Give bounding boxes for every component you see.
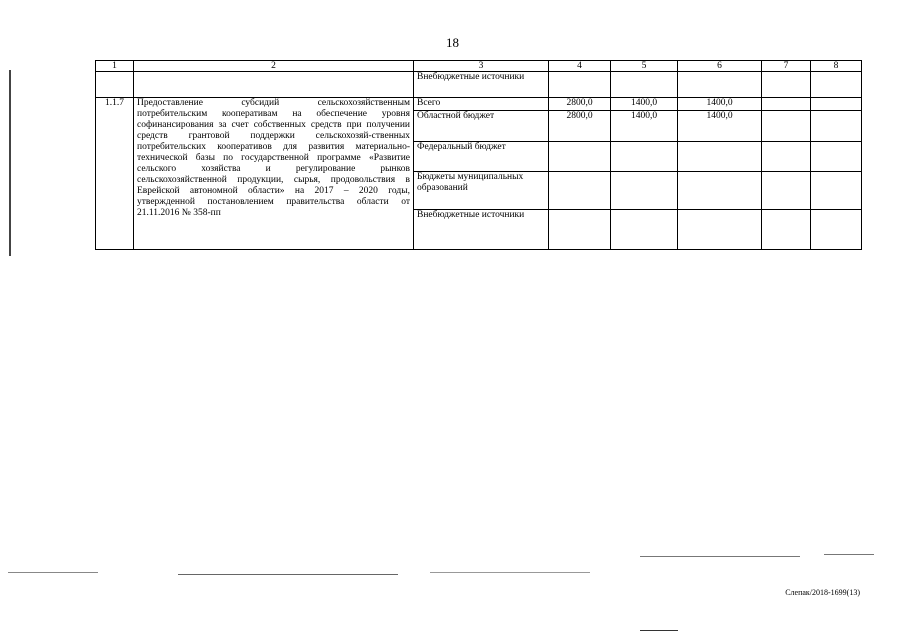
- table-cell: [762, 72, 811, 98]
- header-col-1: 1: [96, 61, 134, 72]
- table-cell: [811, 98, 862, 111]
- value-cell: [611, 142, 678, 172]
- header-col-2: 2: [134, 61, 414, 72]
- table-cell: [678, 72, 762, 98]
- scan-artifact-line: [640, 556, 800, 557]
- source-label: Бюджеты муниципальных образований: [414, 172, 549, 210]
- value-cell: 1400,0: [611, 111, 678, 142]
- scan-margin-mark: [9, 70, 11, 256]
- header-col-7: 7: [762, 61, 811, 72]
- header-col-6: 6: [678, 61, 762, 72]
- table-cell: [549, 72, 611, 98]
- table-cell: [811, 172, 862, 210]
- scan-artifact-line: [8, 572, 98, 573]
- header-col-4: 4: [549, 61, 611, 72]
- header-col-8: 8: [811, 61, 862, 72]
- value-cell: [549, 142, 611, 172]
- table-cell: [762, 111, 811, 142]
- table-cell: [811, 72, 862, 98]
- scan-artifact-line: [824, 554, 874, 555]
- value-cell: [611, 172, 678, 210]
- header-col-3: 3: [414, 61, 549, 72]
- value-cell: [549, 172, 611, 210]
- value-cell: [549, 210, 611, 250]
- table-cell: [811, 210, 862, 250]
- value-cell: [678, 210, 762, 250]
- value-cell: 2800,0: [549, 98, 611, 111]
- scan-artifact-line: [430, 572, 590, 573]
- page-number: 18: [446, 35, 459, 50]
- table-cell: [762, 142, 811, 172]
- source-label: Внебюджетные источники: [414, 210, 549, 250]
- header-col-5: 5: [611, 61, 678, 72]
- value-cell: 1400,0: [678, 98, 762, 111]
- source-label: Областной бюджет: [414, 111, 549, 142]
- continuation-row: [96, 72, 862, 98]
- value-cell: 2800,0: [549, 111, 611, 142]
- value-cell: 1400,0: [678, 111, 762, 142]
- source-label: Федеральный бюджет: [414, 142, 549, 172]
- table-cell: [96, 72, 134, 98]
- value-cell: 1400,0: [611, 98, 678, 111]
- table-cell: [811, 142, 862, 172]
- item-number: 1.1.7: [96, 98, 134, 250]
- value-cell: [678, 172, 762, 210]
- scan-artifact-line: [178, 574, 398, 575]
- table-row: [96, 98, 862, 111]
- item-description: Предоставление субсидий сельскохозяйственным потребительским кооперативам на обеспечение уровня софинансирования за счет собственных средств при получении средств грантовой поддержки сельскохозяй-ственных потребительских кооперативов для развития материально-технической базы по государственной программе «Развитие сельского хозяйства и регулирование рынков сельскохозяйственной продукции, сырья, продовольствия в Еврейской автономной области» на 2017 – 2020 годы, утвержденной постановлением правительства области от 21.11.2016 № 358-пп: [134, 98, 414, 250]
- source-label: Всего: [414, 98, 549, 111]
- header-row: [96, 61, 862, 72]
- document-code: Слепак/2018-1699(13): [785, 588, 860, 597]
- program-table: [95, 60, 862, 250]
- table-cell: [762, 172, 811, 210]
- table-cell: [134, 72, 414, 98]
- table-cell: [811, 111, 862, 142]
- scan-artifact-line: [640, 630, 678, 631]
- value-cell: [678, 142, 762, 172]
- table-cell: [762, 210, 811, 250]
- source-label: Внебюджетные источники: [414, 72, 549, 98]
- table-cell: [611, 72, 678, 98]
- table-cell: [762, 98, 811, 111]
- value-cell: [611, 210, 678, 250]
